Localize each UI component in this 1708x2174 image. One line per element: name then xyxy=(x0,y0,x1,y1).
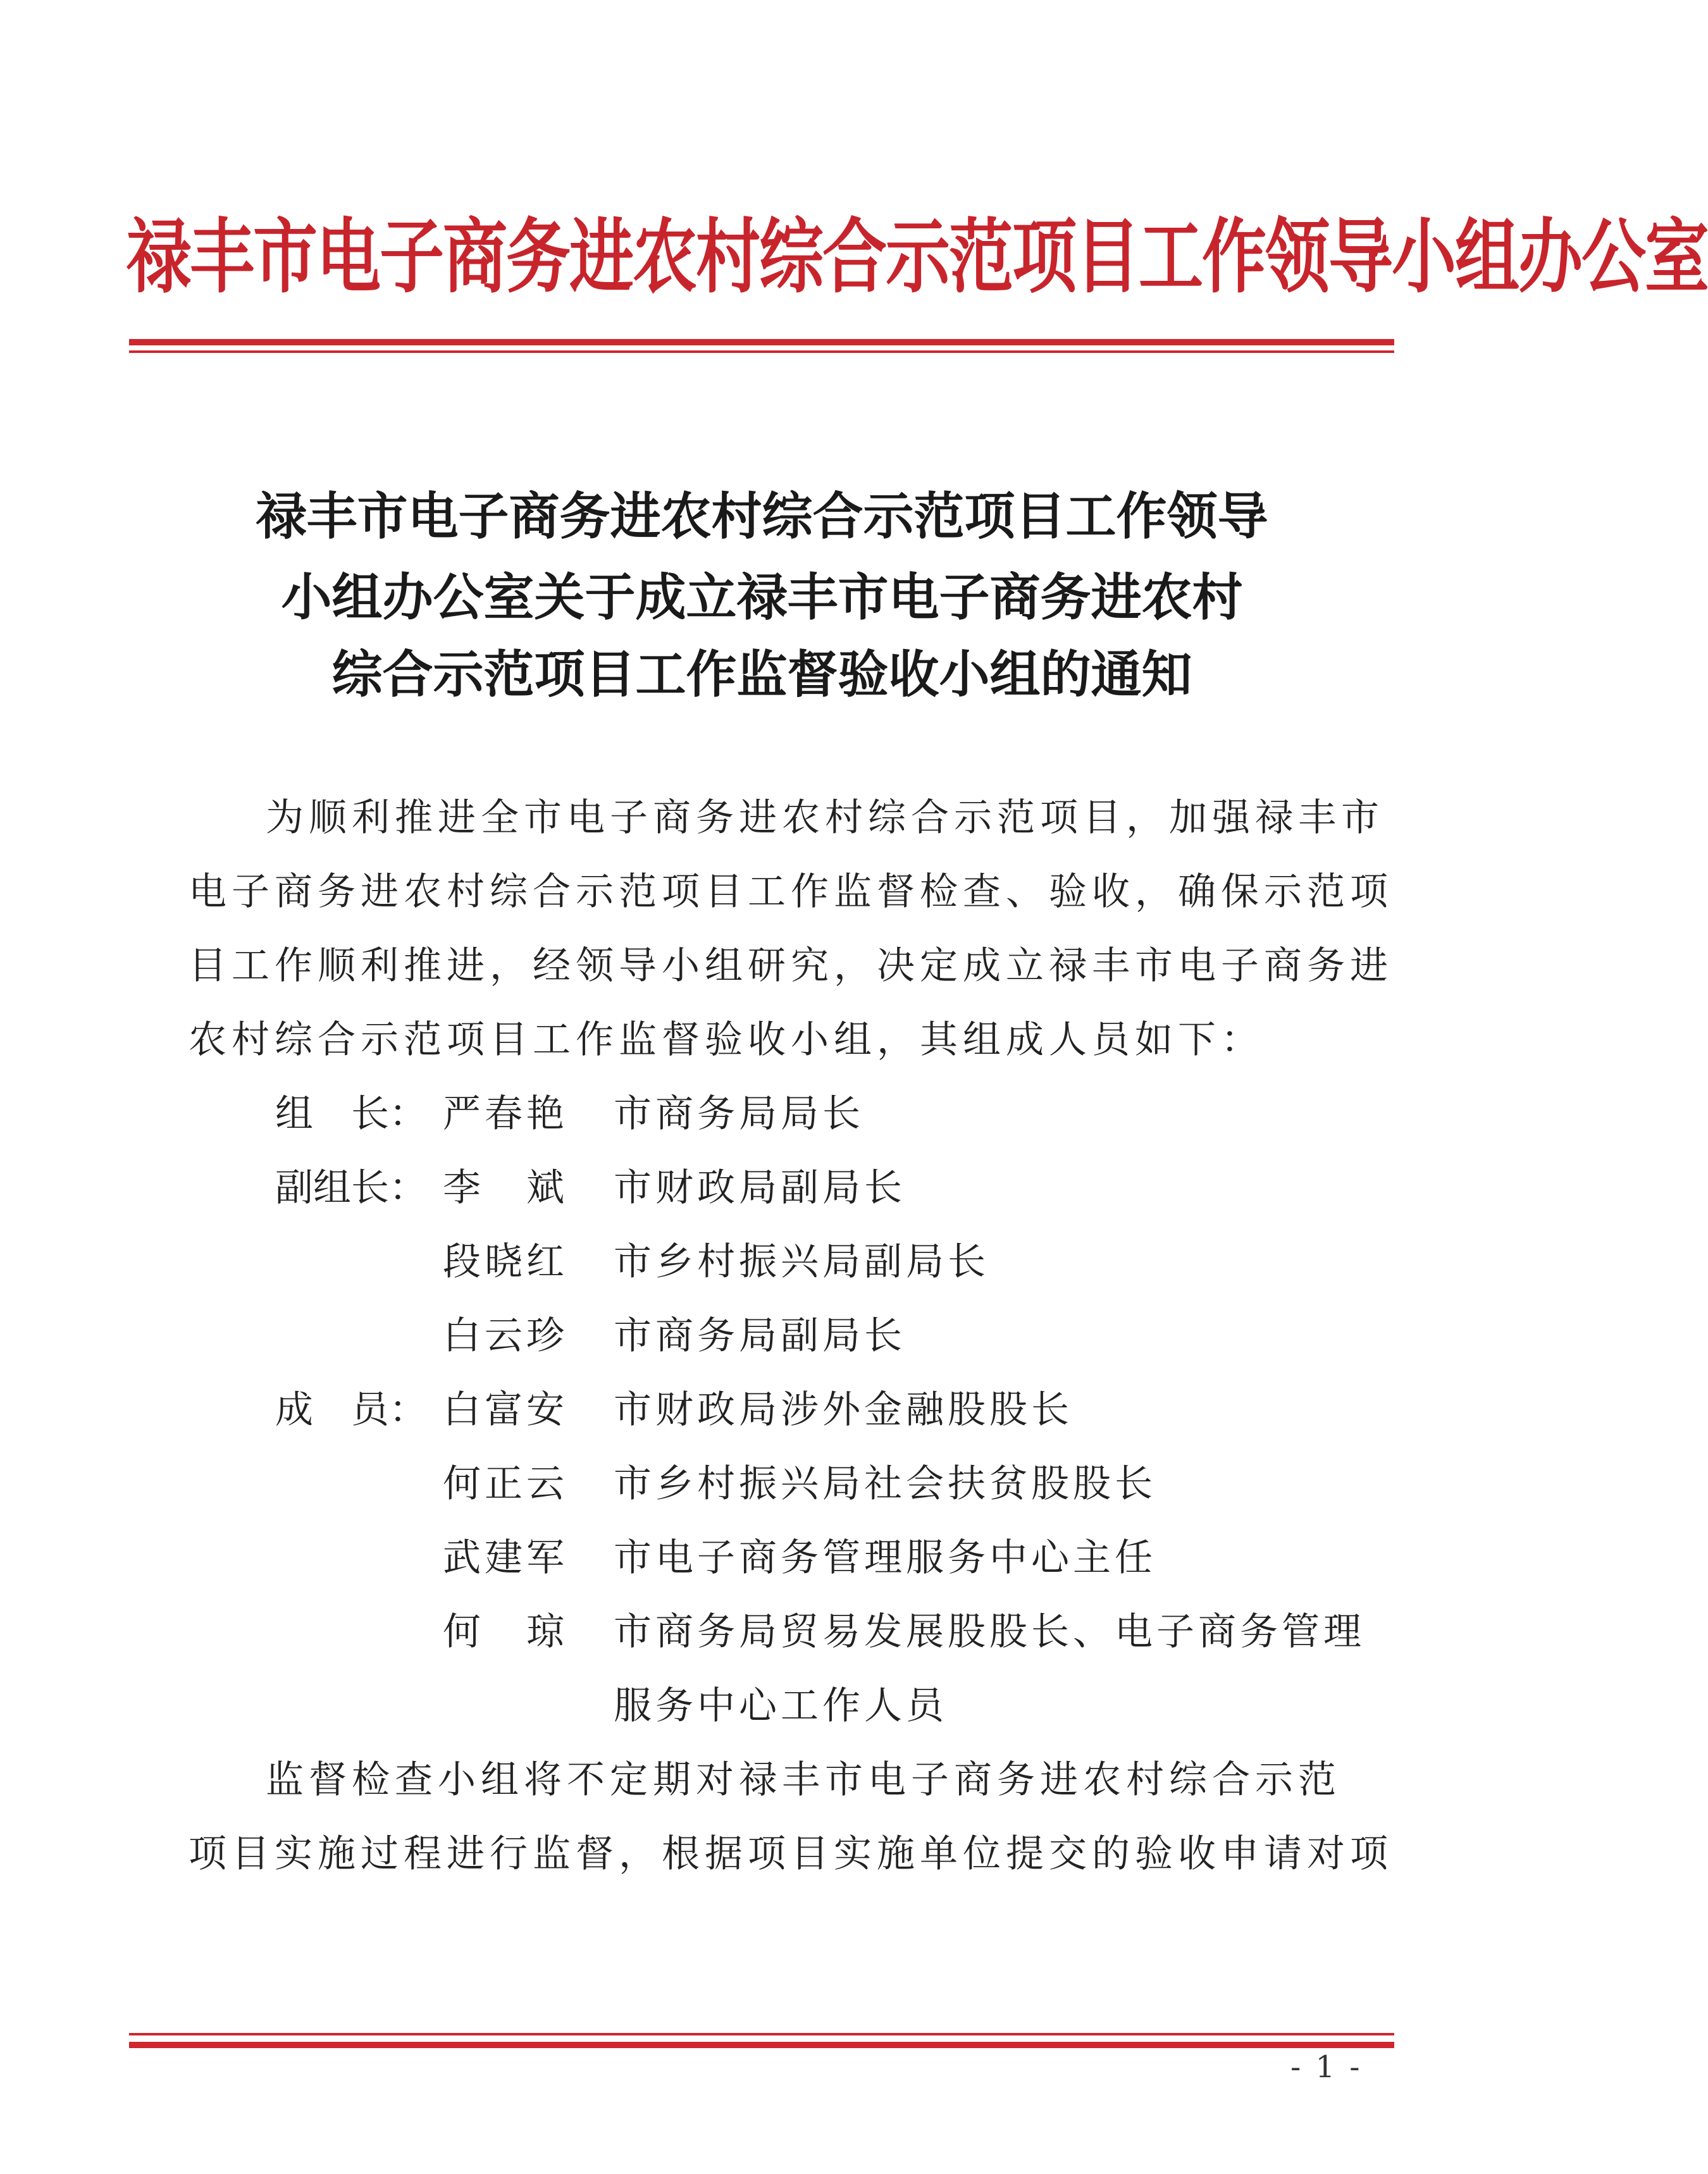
member-name: 何正云 xyxy=(443,1462,568,1506)
member-role-member: 成 员： xyxy=(275,1388,427,1432)
footer-rule-thick xyxy=(129,2042,1394,2048)
member-name: 李 斌 xyxy=(443,1166,568,1210)
closing-line-1: 监督检查小组将不定期对禄丰市电子商务进农村综合示范 xyxy=(266,1758,1341,1802)
letterhead-rule-thin xyxy=(129,350,1394,353)
member-post-continued: 服务中心工作人员 xyxy=(614,1684,948,1728)
member-post: 市电子商务管理服务中心主任 xyxy=(614,1536,1156,1580)
member-post: 市乡村振兴局副局长 xyxy=(614,1240,989,1284)
member-name: 白富安 xyxy=(443,1388,568,1432)
member-post: 市商务局副局长 xyxy=(614,1314,906,1358)
member-name: 白云珍 xyxy=(443,1314,568,1358)
intro-line-3: 目工作顺利推进，经领导小组研究，决定成立禄丰市电子商务进 xyxy=(189,944,1393,988)
document-title-line-1: 禄丰市电子商务进农村综合示范项目工作领导 xyxy=(256,486,1268,546)
member-post: 市乡村振兴局社会扶贫股股长 xyxy=(614,1462,1156,1506)
footer-rule xyxy=(129,2033,1394,2035)
member-name: 段晓红 xyxy=(443,1240,568,1284)
member-name: 武建军 xyxy=(443,1536,568,1580)
letterhead-org-name: 禄丰市电子商务进农村综合示范项目工作领导小组办公室 xyxy=(127,210,1708,305)
member-post: 市财政局副局长 xyxy=(614,1166,906,1210)
intro-line-2: 电子商务进农村综合示范项目工作监督检查、验收，确保示范项 xyxy=(189,870,1393,914)
member-name: 严春艳 xyxy=(443,1092,568,1136)
member-name: 何 琼 xyxy=(443,1610,568,1654)
closing-line-2: 项目实施过程进行监督，根据项目实施单位提交的验收申请对项 xyxy=(189,1832,1393,1876)
member-post: 市财政局涉外金融股股长 xyxy=(614,1388,1073,1432)
document-title-line-3: 综合示范项目工作监督验收小组的通知 xyxy=(331,645,1192,704)
member-post: 市商务局贸易发展股股长、电子商务管理 xyxy=(614,1610,1365,1654)
document-title-line-2: 小组办公室关于成立禄丰市电子商务进农村 xyxy=(281,567,1243,627)
letterhead-rule xyxy=(129,339,1394,345)
member-role-deputy: 副组长： xyxy=(275,1166,427,1210)
page-number: - 1 - xyxy=(1290,2049,1363,2085)
member-post: 市商务局局长 xyxy=(614,1092,864,1136)
member-role-leader: 组 长： xyxy=(275,1092,427,1136)
intro-line-1: 为顺利推进全市电子商务进农村综合示范项目，加强禄丰市 xyxy=(266,796,1384,840)
intro-line-4: 农村综合示范项目工作监督验收小组，其组成人员如下： xyxy=(189,1018,1264,1062)
